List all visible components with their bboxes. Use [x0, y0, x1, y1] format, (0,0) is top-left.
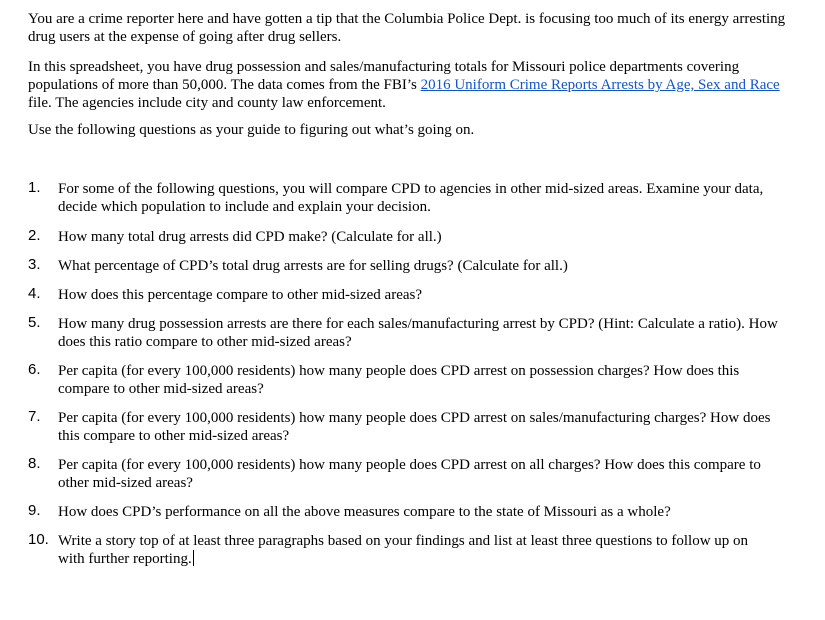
- questions-list: [28, 180, 788, 568]
- intro-paragraph-tip: You are a crime reporter here and have gotten a tip that the Columbia Police Dept. is focusing too much of its energy arresting drug users at the expense of going after drug sellers.: [28, 11, 786, 45]
- question-text: How many drug possession arrests are there for each sales/manufacturing arrest by CPD? (Hint: Calculate a ratio). How does this ratio compare to other mid-sized areas?: [58, 316, 778, 350]
- question-item-7: [28, 409, 788, 445]
- intro-paragraph-guide: Use the following questions as your guide to figuring out what’s going on.: [28, 122, 475, 138]
- question-text: How many total drug arrests did CPD make? (Calculate for all.): [58, 229, 442, 245]
- question-text: How does CPD’s performance on all the above measures compare to the state of Missouri as a whole?: [58, 504, 671, 520]
- question-item-6: [28, 362, 788, 398]
- question-number: 8.: [28, 455, 41, 472]
- question-number: 9.: [28, 502, 41, 519]
- ucr-report-link[interactable]: 2016 Uniform Crime Reports Arrests by Age, Sex and Race: [420, 77, 780, 93]
- question-text: What percentage of CPD’s total drug arrests are for selling drugs? (Calculate for all.): [58, 258, 568, 274]
- question-item-2: [28, 228, 788, 246]
- question-number: 5.: [28, 314, 41, 331]
- question-text: Per capita (for every 100,000 residents) how many people does CPD arrest on possession charges? How does this compare to other mid-sized areas?: [58, 363, 740, 397]
- question-text: Per capita (for every 100,000 residents) how many people does CPD arrest on all charges? How does this compare to other mid-sized areas?: [58, 457, 761, 491]
- question-item-3: [28, 257, 788, 275]
- question-text-content: Write a story top of at least three paragraphs based on your findings and list at least three questions to follow up on with further reporting.: [58, 533, 749, 567]
- question-item-4: [28, 286, 788, 304]
- question-item-5: [28, 315, 788, 351]
- question-text: Per capita (for every 100,000 residents) how many people does CPD arrest on sales/manufacturing charges? How does this compare to other mid-sized areas?: [58, 410, 771, 444]
- question-number: 1.: [28, 179, 41, 196]
- question-item-10: [28, 532, 788, 568]
- question-text: [58, 532, 778, 568]
- question-item-9: [28, 503, 788, 521]
- question-number: 2.: [28, 227, 41, 244]
- question-number: 4.: [28, 285, 41, 302]
- question-number: 7.: [28, 408, 41, 425]
- text-cursor: [193, 550, 194, 566]
- question-text: How does this percentage compare to other mid-sized areas?: [58, 287, 423, 303]
- question-number: 6.: [28, 361, 41, 378]
- intro-paragraph-data: [28, 58, 788, 112]
- question-item-1: [28, 180, 788, 216]
- question-text: For some of the following questions, you will compare CPD to agencies in other mid-sized areas. Examine your data, decide which population to include and explain your decision.: [58, 181, 764, 215]
- question-number: 10.: [28, 531, 49, 548]
- question-item-8: [28, 456, 788, 492]
- question-number: 3.: [28, 256, 41, 273]
- intro-data-text-after: file. The agencies include city and county law enforcement.: [28, 95, 386, 111]
- intro-data-text-before: In this spreadsheet, you have drug possession and sales/manufacturing totals for Missouri police departments covering populations of more than 50,000. The data comes from the FBI’s: [28, 59, 740, 93]
